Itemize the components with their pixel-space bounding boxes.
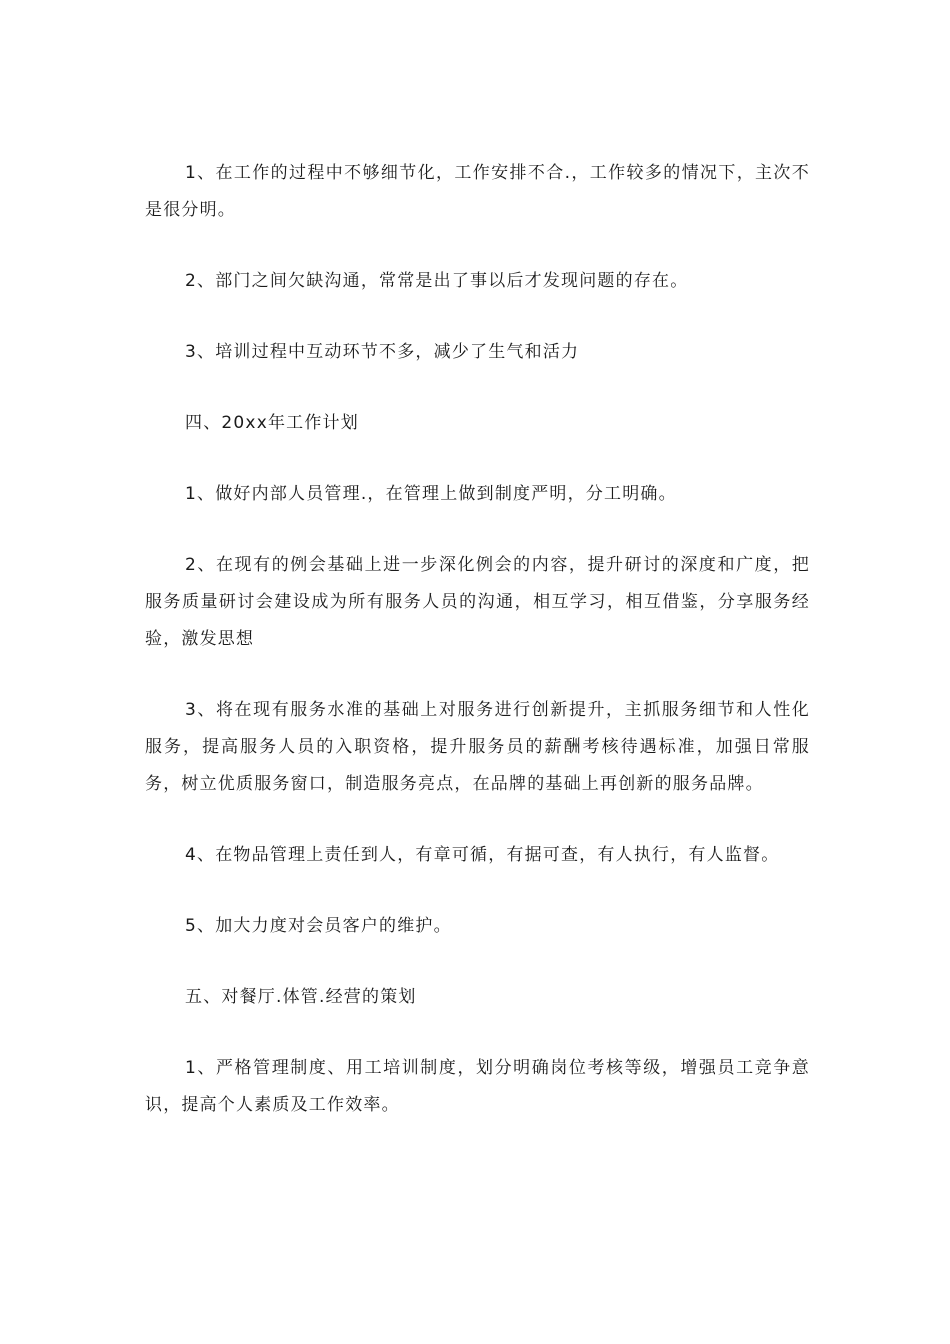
- paragraph-11: 1、严格管理制度、用工培训制度，划分明确岗位考核等级，增强员工竞争意识，提高个人素质及工作效率。: [145, 1058, 810, 1115]
- paragraph-3: 3、培训过程中互动环节不多，减少了生气和活力: [185, 342, 580, 362]
- paragraph-7: 3、将在现有服务水准的基础上对服务进行创新提升，主抓服务细节和人性化服务，提高服务人员的入职资格，提升服务员的薪酬考核待遇标准，加强日常服务，树立优质服务窗口，制造服务亮点，在品牌的基础上再创新的服务品牌。: [145, 700, 810, 794]
- paragraph-5: 1、做好内部人员管理.，在管理上做到制度严明，分工明确。: [185, 484, 677, 504]
- paragraph-8: 4、在物品管理上责任到人，有章可循，有据可查，有人执行，有人监督。: [185, 845, 780, 865]
- paragraph-2: 2、部门之间欠缺沟通，常常是出了事以后才发现问题的存在。: [185, 271, 689, 291]
- paragraph-6: 2、在现有的例会基础上进一步深化例会的内容，提升研讨的深度和广度，把服务质量研讨会建设成为所有服务人员的沟通，相互学习，相互借鉴，分享服务经验，激发思想: [145, 555, 810, 649]
- document-body: [145, 155, 810, 1158]
- section-heading-5: 五、对餐厅.体管.经营的策划: [185, 987, 417, 1007]
- paragraph-1: 1、在工作的过程中不够细节化，工作安排不合.，工作较多的情况下，主次不是很分明。: [145, 163, 810, 220]
- section-heading-4: 四、20xx年工作计划: [185, 413, 359, 433]
- paragraph-9: 5、加大力度对会员客户的维护。: [185, 916, 452, 936]
